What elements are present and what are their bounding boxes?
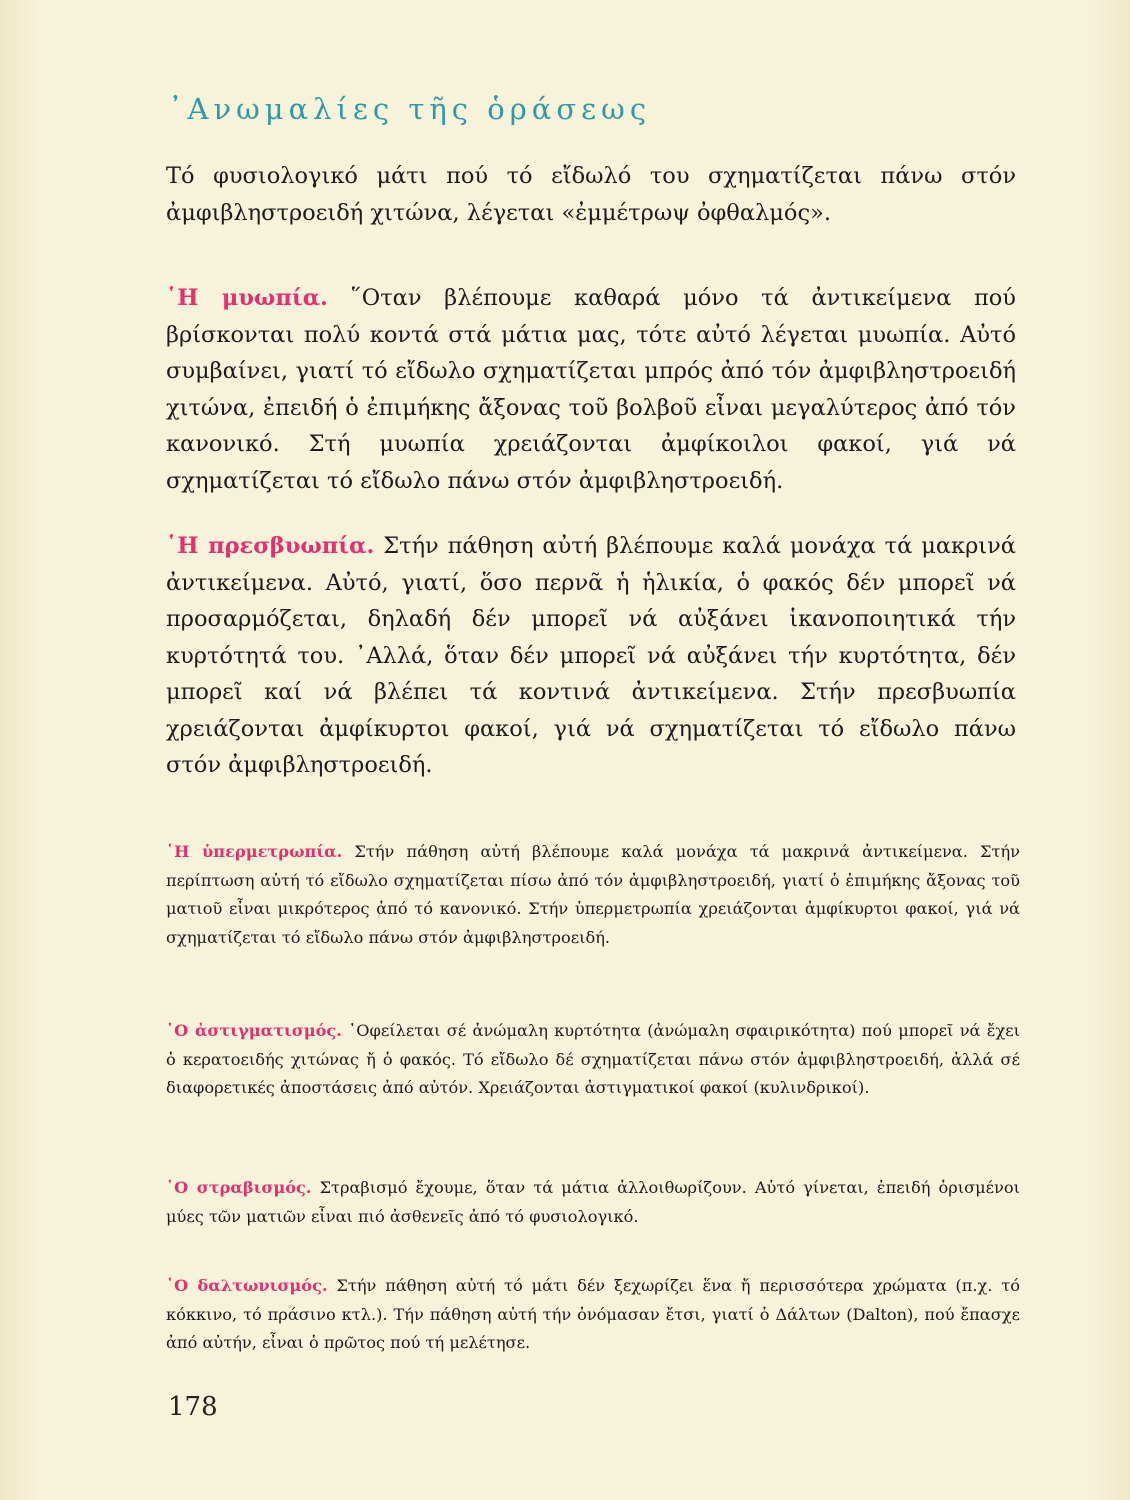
hypermetropia-text: Στήν πάθηση αὐτή βλέπουμε καλά μονάχα τά μακρινά ἀντικείμενα. Στήν περίπτωση αὐτή τό εἴδωλο σχηματίζεται πίσω ἀπό τόν ἀμφιβληστροειδή, γιατί ὁ ἐπιμήκης ἄξονας τοῦ ματιοῦ εἶναι μικρότερος ἀπό τό κανονικό. Στήν ὑπερμετρωπία χρειάζονται ἀμφίκυρτοι φακοί, γιά νά σχηματίζεται τό εἴδωλο πάνω στόν ἀμφιβληστροειδή. — [166, 842, 1020, 947]
hypermetropia-paragraph — [166, 838, 1020, 952]
intro-text: Τό φυσιολογικό μάτι πού τό εἴδωλό του σχηματίζεται πάνω στόν ἀμφιβληστροειδή χιτώνα, λέγεται «ἐμμέτρωψ ὀφθαλμός». — [166, 163, 1016, 226]
section-heading: ᾿Ανωμαλίες τῆς ὁράσεως — [168, 92, 652, 126]
myopia-term: ῾Η μυωπία. — [166, 285, 328, 311]
hypermetropia-term: ῾Η ὑπερμετρωπία. — [166, 842, 343, 861]
daltonism-paragraph — [166, 1272, 1020, 1358]
astigmatism-paragraph — [166, 1017, 1020, 1103]
astigmatism-text: ᾿Οφείλεται σέ ἀνώμαλη κυρτότητα (ἀνώμαλη σφαιρικότητα) πού μπορεῖ νά ἔχει ὁ κερατοειδής χιτώνας ἤ ὁ φακός. Τό εἴδωλο δέ σχηματίζεται πάνω στόν ἀμφιβληστροειδή, ἀλλά σέ διαφορετικές ἀποστάσεις ἀπό αὐτόν. Χρειάζονται ἀστιγματικοί φακοί (κυλινδρικοί). — [166, 1021, 1020, 1097]
daltonism-term: ῾Ο δαλτωνισμός. — [166, 1276, 328, 1295]
daltonism-text: Στήν πάθηση αὐτή τό μάτι δέν ξεχωρίζει ἕνα ἤ περισσότερα χρώματα (π.χ. τό κόκκινο, τό πράσινο κτλ.). Τήν πάθηση αὐτή τήν ὀνόμασαν ἔτσι, γιατί ὁ Δάλτων (Dalton), πού ἔπασχε ἀπό αὐτήν, εἶναι ὁ πρῶτος πού τή μελέτησε. — [166, 1276, 1020, 1352]
intro-paragraph — [166, 158, 1016, 231]
page-number: 178 — [168, 1392, 218, 1422]
strabismus-paragraph — [166, 1174, 1020, 1231]
myopia-paragraph — [166, 280, 1016, 499]
presbyopia-text: Στήν πάθηση αὐτή βλέπουμε καλά μονάχα τά μακρινά ἀντικείμενα. Αὐτό, γιατί, ὅσο περνᾶ ἡ ἡλικία, ὁ φακός δέν μπορεῖ νά προσαρμόζεται, δηλαδή δέν μπορεῖ νά αὐξάνει ἱκανοποιητικά τήν κυρτότητά του. ᾿Αλλά, ὅταν δέν μπορεῖ νά αὐξάνει τήν κυρτότητα, δέν μπορεῖ καί νά βλέπει τά κοντινά ἀντικείμενα. Στήν πρεσβυωπία χρειάζονται ἀμφίκυρτοι φακοί, γιά νά σχηματίζεται τό εἴδωλο πάνω στόν ἀμφιβληστροειδή. — [166, 533, 1016, 778]
strabismus-text: Στραβισμό ἔχουμε, ὅταν τά μάτια ἀλλοιθωρίζουν. Αὐτό γίνεται, ἐπειδή ὁρισμένοι μύες τῶν ματιῶν εἶναι πιό ἀσθενεῖς ἀπό τό φυσιολογικό. — [166, 1178, 1020, 1226]
presbyopia-term: ῾Η πρεσβυωπία. — [166, 533, 375, 559]
myopia-text: ῞Οταν βλέπουμε καθαρά μόνο τά ἀντικείμενα πού βρίσκονται πολύ κοντά στά μάτια μας, τότε αὐτό λέγεται μυωπία. Αὐτό συμβαίνει, γιατί τό εἴδωλο σχηματίζεται μπρός ἀπό τόν ἀμφιβληστροειδή χιτώνα, ἐπειδή ὁ ἐπιμήκης ἄξονας τοῦ βολβοῦ εἶναι μεγαλύτερος ἀπό τόν κανονικό. Στή μυωπία χρειάζονται ἀμφίκοιλοι φακοί, γιά νά σχηματίζεται τό εἴδωλο πάνω στόν ἀμφιβληστροειδή. — [166, 285, 1016, 494]
presbyopia-paragraph — [166, 528, 1016, 784]
astigmatism-term: ῾Ο ἀστιγματισμός. — [166, 1021, 342, 1040]
strabismus-term: ῾Ο στραβισμός. — [166, 1178, 312, 1197]
